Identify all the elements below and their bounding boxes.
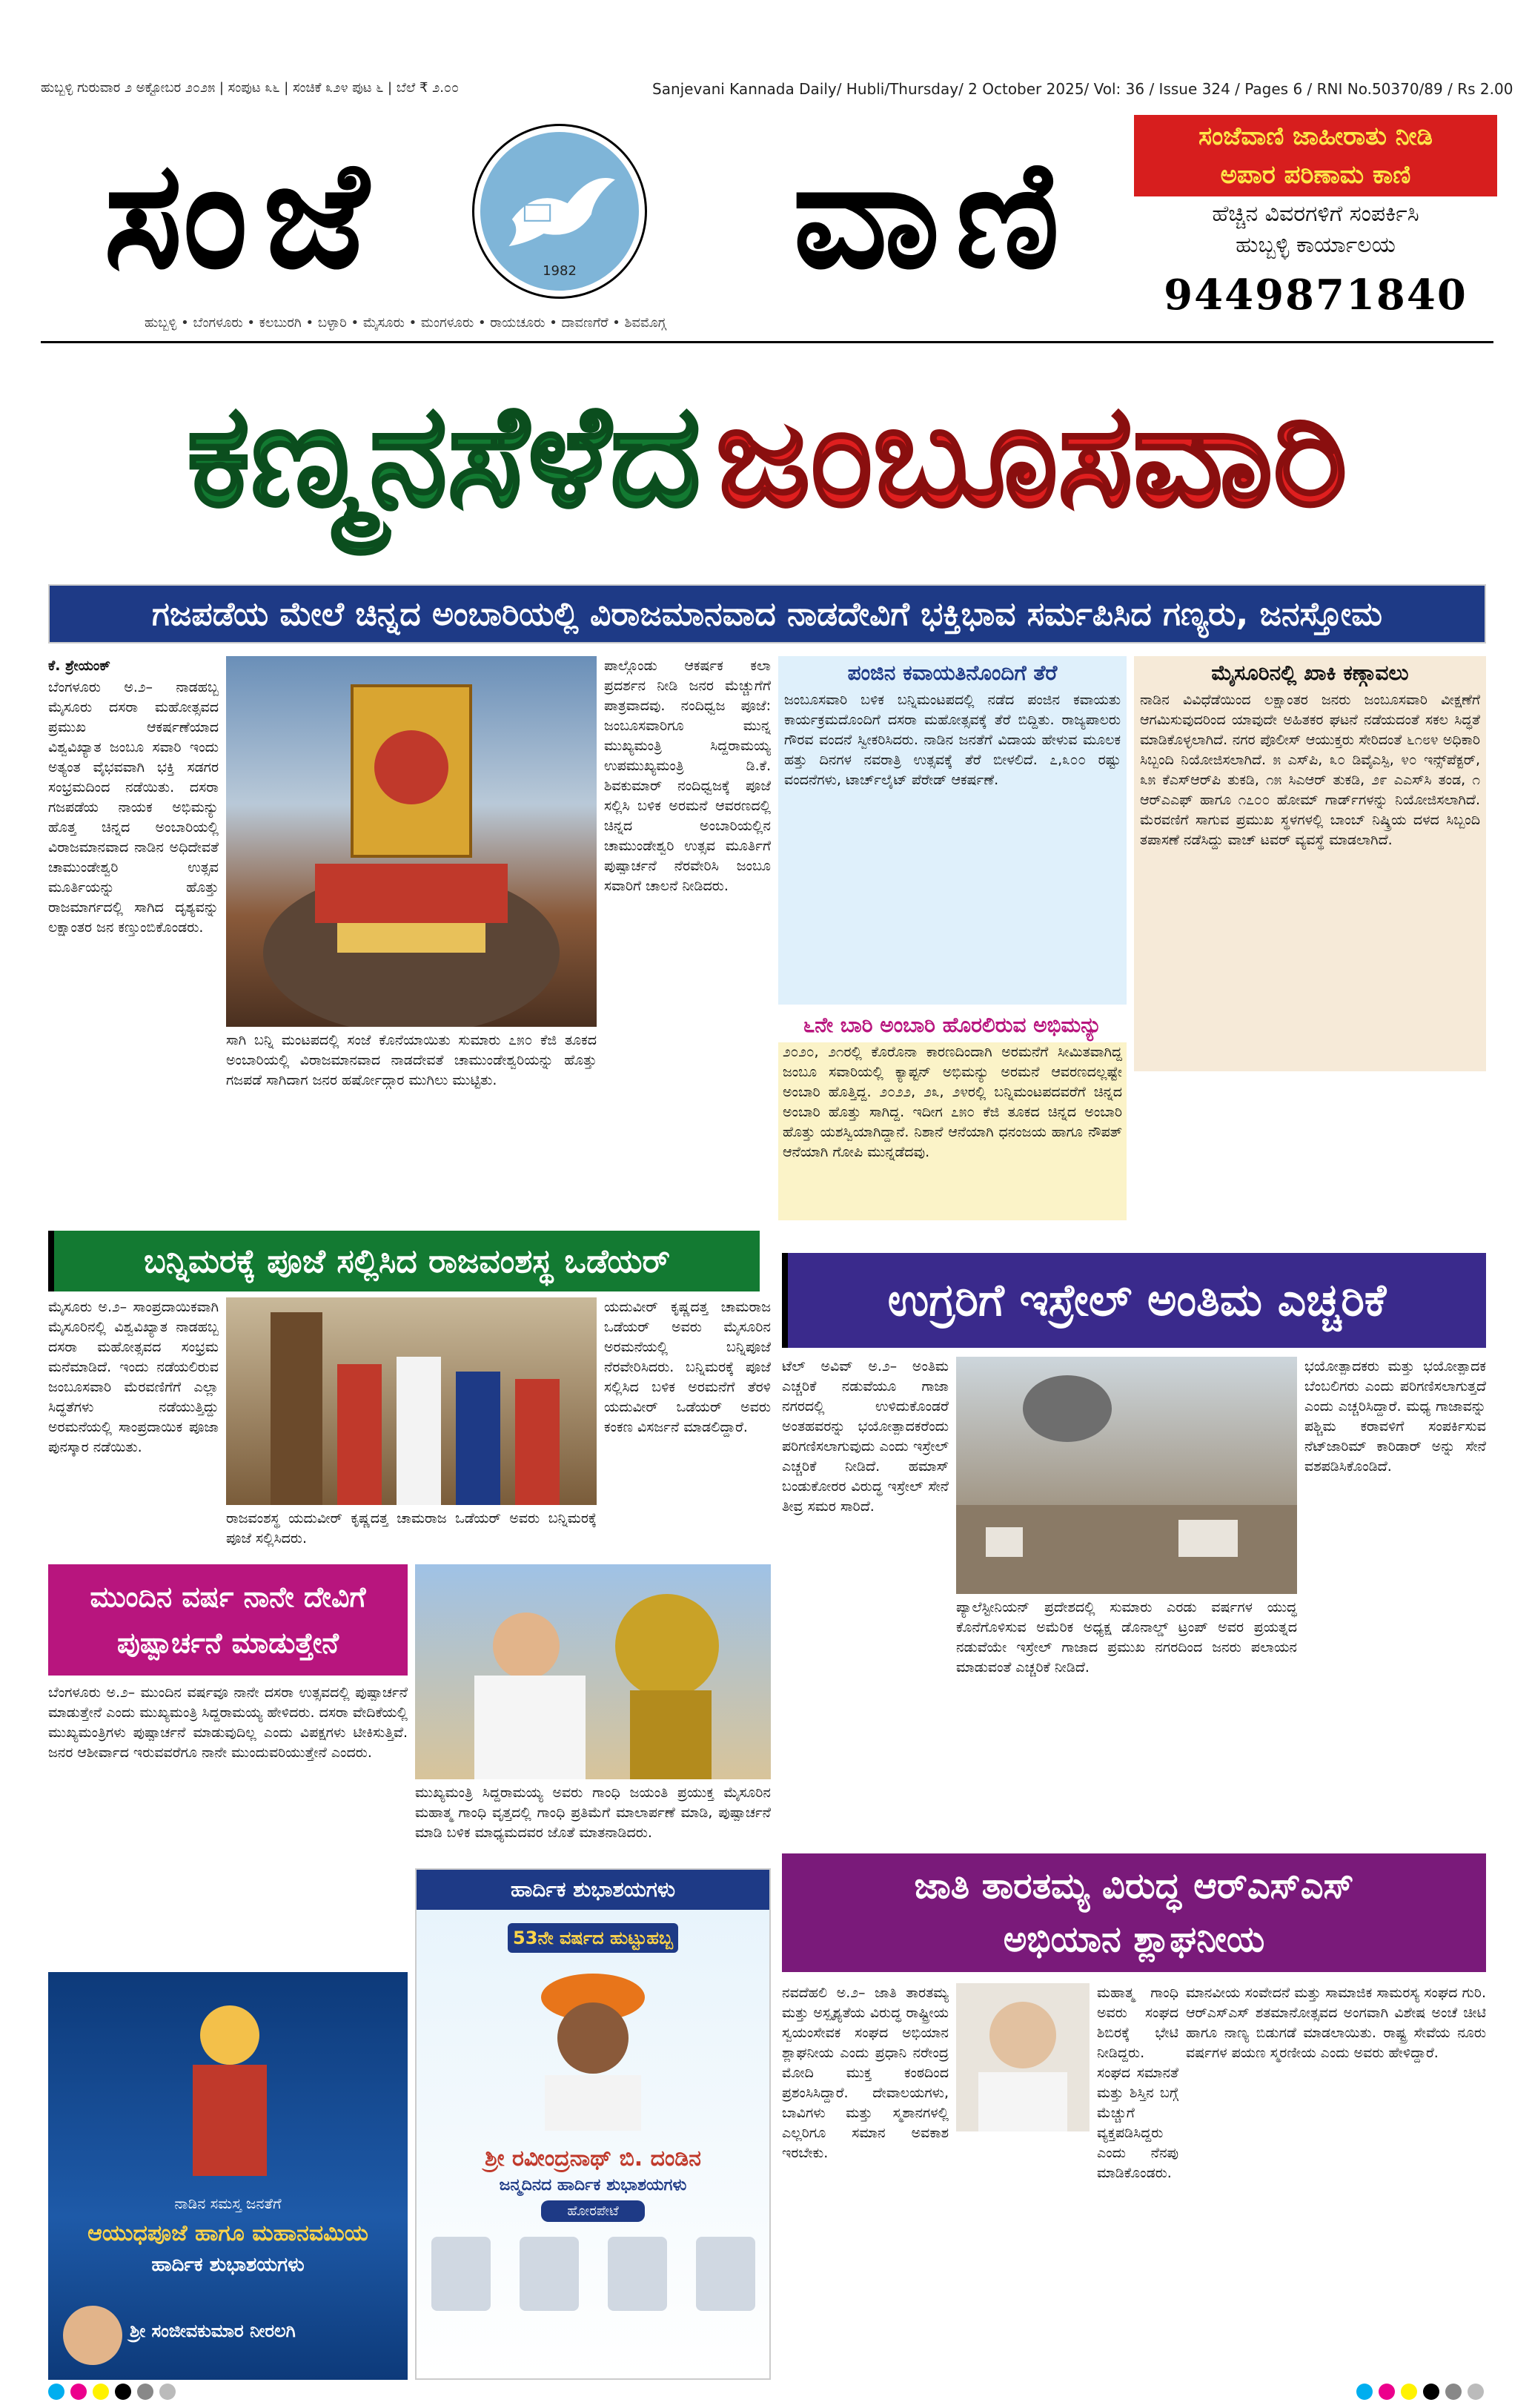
advert-banner [1134, 115, 1497, 196]
panjina-title: ಪಂಜಿನ ಕವಾಯತಿನೊಂದಿಗೆ ತೆರೆ [847, 661, 1058, 685]
birthday-name: ಶ್ರೀ ರವೀಂದ್ರನಾಥ್ ಬಿ. ದಂಡಿನ [485, 2146, 701, 2172]
ambari-caption: ಸಾಗಿ ಬನ್ನಿ ಮಂಟಪದಲ್ಲಿ ಸಂಜೆ ಕೊನೆಯಾಯಿತು ಸುಮಾರು ೭೫೦ ಕೆಜಿ ತೂಕದ ಅಂಬಾರಿಯಲ್ಲಿ ವಿರಾಜಮಾನವಾದ ನಾಡದೇವತೆ ಚಾಮುಂಡೇಶ್ವರಿಯನ್ನು ಹೊತ್ತು ಗಜಪಡೆ ಸಾಗಿದಾಗ ಜನರ ಹರ್ಷೋದ್ಗಾರ ಮುಗಿಲು ಮುಟ್ಟಿತು. [226, 1032, 597, 1088]
abhimanyu-title: ೬ನೇ ಬಾರಿ ಅಂಬಾರಿ ಹೊರಲಿರುವ ಅಭಿಮನ್ಯು [803, 1013, 1102, 1037]
birthday-ad [415, 1868, 771, 2380]
main-subhead: ಗಜಪಡೆಯ ಮೇಲೆ ಚಿನ್ನದ ಅಂಬಾರಿಯಲ್ಲಿ ವಿರಾಜಮಾನವಾದ ನಾಡದೇವಿಗೆ ಭಕ್ತಿಭಾವ ಸರ್ಮಪಿಸಿದ ಗಣ್ಯರು, ಜನಸ್ತೋಮ [48, 584, 1486, 644]
color-registration-left [48, 2384, 176, 2400]
sponsor-photo [63, 2306, 122, 2365]
supporter-photo [431, 2237, 491, 2311]
grey-dot [159, 2384, 176, 2400]
ambari-photo [226, 656, 597, 1027]
navaratri-ad [48, 1972, 408, 2380]
advert-sub1: ಹೆಚ್ಚಿನ ವಿವರಗಳಿಗೆ ಸಂಪರ್ಕಿಸಿ [1212, 201, 1419, 227]
rss-text2: ಮಹಾತ್ಮ ಗಾಂಧಿ ಅವರು ಸಂಘದ ಶಿಬಿರಕ್ಕೆ ಭೇಟಿ ನೀಡಿದ್ದರು. ಸಂಘದ ಸಮಾನತೆ ಮತ್ತು ಶಿಸ್ತಿನ ಬಗ್ಗೆ ಮೆಚ್ಚುಗೆ ವ್ಯಕ್ತಪಡಿಸಿದ್ದರು ಎಂದು ನೆನಪು ಮಾಡಿಕೊಂಡರು. [1097, 1985, 1178, 2181]
magenta-dot [1379, 2384, 1395, 2400]
rss-text3: ಮಾನವೀಯ ಸಂವೇದನೆ ಮತ್ತು ಸಾಮಾಜಿಕ ಸಾಮರಸ್ಯ ಸಂಘದ ಗುರಿ. ಆರ್‌ಎಸ್‌ಎಸ್ ಶತಮಾನೋತ್ಸವದ ಅಂಗವಾಗಿ ವಿಶೇಷ ಅಂಚೆ ಚೀಟಿ ಹಾಗೂ ನಾಣ್ಯ ಬಿಡುಗಡೆ ಮಾಡಲಾಯಿತು. ರಾಷ್ಟ್ರ ಸೇವೆಯ ನೂರು ವರ್ಷಗಳ ಪಯಣ ಸ್ಮರಣೀಯ ಎಂದು ಅವರು ಹೇಳಿದ್ದಾರೆ. [1186, 1985, 1486, 2061]
grey-dot [137, 2384, 153, 2400]
modi-photo [956, 1983, 1090, 2131]
byline: ಕೆ. ಶ್ರೇಯಂಕ್ [48, 658, 111, 674]
gaza-photo [956, 1357, 1297, 1594]
police-text: ನಾಡಿನ ವಿವಿಧೆಡೆಯಿಂದ ಲಕ್ಷಾಂತರ ಜನರು ಜಂಬೂಸವಾರಿ ವೀಕ್ಷಣೆಗೆ ಆಗಮಿಸುವುದರಿಂದ ಯಾವುದೇ ಅಹಿತಕರ ಘಟನೆ ನಡೆಯದಂತೆ ಸಕಲ ಸಿದ್ಧತೆ ಮಾಡಿಕೊಳ್ಳಲಾಗಿದೆ. ನಗರ ಪೊಲೀಸ್ ಆಯುಕ್ತರು ಸೇರಿದಂತೆ ೬೧೮೪ ಅಧಿಕಾರಿ ಸಿಬ್ಬಂದಿ ನಿಯೋಜಿಸಲಾಗಿದೆ. ೫ ಎಸ್‌ಪಿ, ೩೦ ಡಿವೈಎಸ್ಪಿ, ೪೦ ಇನ್ಸ್‌ಪೆಕ್ಟರ್, ೩೫ ಕೆಎಸ್‌ಆರ್‌ಪಿ ತುಕಡಿ, ೧೫ ಸಿಎಆರ್ ತುಕಡಿ, ೨೯ ಎಎಸ್‌ಸಿ ತಂಡ, ೧ ಆರ್‌ಎಎಫ್ ಹಾಗೂ ೧೭೦೦ ಹೋಮ್ ಗಾರ್ಡ್‌ಗಳನ್ನು ನಿಯೋಜಿಸಲಾಗಿದೆ. ಮೆರವಣಿಗೆ ಸಾಗುವ ಪ್ರಮುಖ ಸ್ಥಳಗಳಲ್ಲಿ ಬಾಂಬ್ ನಿಷ್ಕ್ರಿಯ ದಳದ ಸಿಬ್ಬಂದಿ ತಪಾಸಣೆ ನಡೆಸಿದ್ದು ವಾಚ್ ಟವರ್ ವ್ಯವಸ್ಥೆ ಮಾಡಲಾಗಿದೆ. [1140, 692, 1480, 848]
wadeyar-text1: ಮೈಸೂರು ಅ.೨– ಸಾಂಪ್ರದಾಯಿಕವಾಗಿ ಮೈಸೂರಿನಲ್ಲಿ ವಿಶ್ವವಿಖ್ಯಾತ ನಾಡಹಬ್ಬ ದಸರಾ ಮಹೋತ್ಸವದ ಸಂಭ್ರಮ ಮನೆಮಾಡಿದೆ. ಇಂದು ನಡೆಯಲಿರುವ ಜಂಬೂಸವಾರಿ ಮೆರವಣಿಗೆಗೆ ಎಲ್ಲಾ ಸಿದ್ಧತೆಗಳು ನಡೆಯುತ್ತಿದ್ದು ಅರಮನೆಯಲ್ಲಿ ಸಾಂಪ್ರದಾಯಿಕ ಪೂಜಾ ಪುನಸ್ಕಾರ ನಡೆಯಿತು. [48, 1299, 219, 1455]
wadeyar-headline: ಬನ್ನಿಮರಕ್ಕೆ ಪೂಜೆ ಸಲ್ಲಿಸಿದ ರಾಜವಂಶಸ್ಥ ಒಡೆಯರ್ [48, 1231, 760, 1291]
masthead-left: ಸಂಜೆ [104, 128, 384, 302]
israel-text2: ಭಯೋತ್ಪಾದಕರು ಮತ್ತು ಭಯೋತ್ಪಾದಕ ಬೆಂಬಲಿಗರು ಎಂದು ಪರಿಗಣಿಸಲಾಗುತ್ತದೆ ಎಂದು ಎಚ್ಚರಿಸಿದ್ದಾರೆ. ಮಧ್ಯ ಗಾಜಾವನ್ನು ಪಶ್ಚಿಮ ಕರಾವಳಿಗೆ ಸಂಪರ್ಕಿಸುವ ನೆಟ್‌ಜಾರಿಮ್ ಕಾರಿಡಾರ್ ಅನ್ನು ಸೇನೆ ವಶಪಡಿಸಿಕೊಂಡಿದೆ. [1304, 1358, 1486, 1475]
birthday-header: ಹಾರ್ದಿಕ ಶುಭಾಶಯಗಳು [417, 1870, 769, 1910]
birthday-place: ಹೋರಪೇಟೆ [541, 2200, 645, 2222]
abhimanyu-box [778, 1008, 1127, 1223]
main-story-text: ಬೆಂಗಳೂರು ಅ.೨– ನಾಡಹಬ್ಬ ಮೈಸೂರು ದಸರಾ ಮಹೋತ್ಸವದ ಪ್ರಮುಖ ಆಕರ್ಷಣೆಯಾದ ವಿಶ್ವವಿಖ್ಯಾತ ಜಂಬೂ ಸವಾರಿ ಇಂದು ಅತ್ಯಂತ ವೈಭವವಾಗಿ ಭಕ್ತಿ ಸಡಗರ ಸಂಭ್ರಮದಿಂದ ನಡೆಯಿತು. ದಸರಾ ಗಜಪಡೆಯ ನಾಯಕ ಅಭಿಮನ್ಯು ಹೊತ್ತ ಚಿನ್ನದ ಅಂಬಾರಿಯಲ್ಲಿ ವಿರಾಜಮಾನವಾದ ನಾಡಿನ ಅಧಿದೇವತೆ ಚಾಮುಂಡೇಶ್ವರಿ ಉತ್ಸವ ಮೂರ್ತಿಯನ್ನು ಹೊತ್ತು ರಾಜಮಾರ್ಗದಲ್ಲಿ ಸಾಗಿದ ದೃಶ್ಯವನ್ನು ಲಕ್ಷಾಂತರ ಜನ ಕಣ್ತುಂಬಿಕೊಂಡರು. [48, 679, 219, 936]
issue-info-kannada: ಹುಬ್ಬಳ್ಳಿ ಗುರುವಾರ ೨ ಅಕ್ಟೋಬರ ೨೦೨೫ | ಸಂಪುಟ ೩೬ | ಸಂಚಿಕೆ ೩೨೪ ಪುಟ ೬ | ಬೆಲೆ ₹ ೨.೦೦ [41, 80, 460, 96]
wadeyar-photo [226, 1297, 597, 1505]
panjina-box [778, 656, 1127, 1005]
main-story-col2: ಪಾಲ್ಗೊಂಡು ಆಕರ್ಷಕ ಕಲಾ ಪ್ರದರ್ಶನ ನೀಡಿ ಜನರ ಮೆಚ್ಚುಗೆಗೆ ಪಾತ್ರವಾದವು. ನಂದಿಧ್ವಜ ಪೂಜೆ: ಜಂಬೂಸವಾರಿಗೂ ಮುನ್ನ ಮುಖ್ಯಮಂತ್ರಿ ಸಿದ್ದರಾಮಯ್ಯ ಉಪಮುಖ್ಯಮಂತ್ರಿ ಡಿ.ಕೆ. ಶಿವಕುಮಾರ್ ನಂದಿಧ್ವಜಕ್ಕೆ ಪೂಜೆ ಸಲ್ಲಿಸಿ ಬಳಿಕ ಅರಮನೆ ಆವರಣದಲ್ಲಿ ಚಿನ್ನದ ಅಂಬಾರಿಯಲ್ಲಿನ ಚಾಮುಂಡೇಶ್ವರಿ ಉತ್ಸವ ಮೂರ್ತಿಗೆ ಪುಷ್ಪಾರ್ಚನೆ ನೆರವೇರಿಸಿ ಜಂಬೂ ಸವಾರಿಗೆ ಚಾಲನೆ ನೀಡಿದರು. [604, 658, 771, 894]
rss-title2: ಅಭಿಯಾನ ಶ್ಲಾಘನೀಯ [1003, 1919, 1265, 1960]
editions-list: ಹುಬ್ಬಳ್ಳಿ • ಬೆಂಗಳೂರು • ಕಲಬುರಗಿ • ಬಳ್ಳಾರಿ • ಮೈಸೂರು • ಮಂಗಳೂರು • ರಾಯಚೂರು • ದಾವಣಗೆರೆ • ಶಿವಮೊಗ್ಗ [145, 315, 666, 331]
yellow-dot [1401, 2384, 1417, 2400]
next-year-title1: ಮುಂದಿನ ವರ್ಷ ನಾನೇ ದೇವಿಗೆ [90, 1581, 366, 1613]
main-story-col1 [48, 656, 219, 1220]
israel-caption: ಪ್ಯಾಲೆಸ್ಟೀನಿಯನ್ ಪ್ರದೇಶದಲ್ಲಿ ಸುಮಾರು ಎರಡು ವರ್ಷಗಳ ಯುದ್ಧ ಕೊನೆಗೊಳಿಸುವ ಅಮೆರಿಕ ಅಧ್ಯಕ್ಷ ಡೊನಾಲ್ಡ್ ಟ್ರಂಪ್ ಅವರ ಪ್ರಯತ್ನದ ನಡುವೆಯೇ ಇಸ್ರೇಲ್ ಗಾಜಾದ ಪ್ರಮುಖ ನಗರದಿಂದ ಜನರು ಪಲಾಯನ ಮಾಡುವಂತೆ ಎಚ್ಚರಿಕೆ ನೀಡಿದೆ. [956, 1599, 1297, 1676]
gandhi-photo [415, 1564, 771, 1779]
israel-text1: ಟೆಲ್ ಅವಿವ್ ಅ.೨– ಅಂತಿಮ ಎಚ್ಚರಿಕೆ ನಡುವೆಯೂ ಗಾಜಾ ನಗರದಲ್ಲಿ ಉಳಿದುಕೊಂಡರೆ ಅಂತಹವರನ್ನು ಭಯೋತ್ಪಾದಕರೆಂದು ಪರಿಗಣಿಸಲಾಗುವುದು ಎಂದು ಇಸ್ರೇಲ್ ಎಚ್ಚರಿಕೆ ನೀಡಿದೆ. ಹಮಾಸ್ ಬಂಡುಕೋರರ ವಿರುದ್ಧ ಇಸ್ರೇಲ್ ಸೇನೆ ತೀವ್ರ ಸಮರ ಸಾರಿದೆ. [782, 1358, 949, 1515]
advert-sub2: ಹುಬ್ಬಳ್ಳಿ ಕಾರ್ಯಾಲಯ [1236, 232, 1396, 258]
black-dot [115, 2384, 131, 2400]
panjina-text: ಜಂಬೂಸವಾರಿ ಬಳಿಕ ಬನ್ನಿಮಂಟಪದಲ್ಲಿ ನಡೆದ ಪಂಜಿನ ಕವಾಯತು ಕಾರ್ಯಕ್ರಮದೊಂದಿಗೆ ದಸರಾ ಮಹೋತ್ಸವಕ್ಕೆ ತೆರೆ ಬಿದ್ದಿತು. ರಾಜ್ಯಪಾಲರು ಗೌರವ ವಂದನೆ ಸ್ವೀಕರಿಸಿದರು. ನಾಡಿನ ಜನತೆಗೆ ವಿದಾಯ ಹೇಳುವ ಮೂಲಕ ಹತ್ತು ದಿನಗಳ ನವರಾತ್ರಿ ಉತ್ಸವಕ್ಕೆ ತೆರೆ ಬೀಳಲಿದೆ. ೭,೩೦೦ ರಷ್ಟು ವಂದನೆಗಳು, ಟಾರ್ಚ್‌ಲೈಟ್ ಪೆರೇಡ್ ಆಕರ್ಷಣೆ. [784, 692, 1121, 788]
birthday-wish: ಜನ್ಮದಿನದ ಹಾರ್ದಿಕ ಶುಭಾಶಯಗಳು [499, 2176, 687, 2194]
navaratri-line3: ಹಾರ್ದಿಕ ಶುಭಾಶಯಗಳು [151, 2254, 305, 2276]
birthday-label: 53ನೇ ವರ್ಷದ ಹುಟ್ಟುಹಬ್ಬ [508, 1923, 678, 1953]
wadeyar-caption: ರಾಜವಂಶಸ್ಥ ಯದುವೀರ್ ಕೃಷ್ಣದತ್ತ ಚಾಮರಾಜ ಒಡೆಯರ್ ಅವರು ಬನ್ನಿಮರಕ್ಕೆ ಪೂಜೆ ಸಲ್ಲಿಸಿದರು. [226, 1510, 597, 1547]
supporter-photo [696, 2237, 755, 2311]
divider [41, 341, 1493, 343]
grey-dot [1468, 2384, 1484, 2400]
headline-red: ಜಂಬೂಸವಾರಿ [715, 374, 1347, 538]
next-year-headline [48, 1564, 408, 1676]
masthead-right: ವಾಣಿ [792, 128, 1075, 302]
navaratri-line2: ಆಯುಧಪೂಜೆ ಹಾಗೂ ಮಹಾನವಮಿಯ [87, 2220, 368, 2246]
issue-info-english: Sanjevani Kannada Daily/ Hubli/Thursday/ 2 October 2025/ Vol: 36 / Issue 324 / Pages 6 / RNI No.50370/89 / Rs 2.00 [652, 80, 1513, 98]
advert-line2: ಅಪಾರ ಪರಿಣಾಮ ಕಾಣಿ [1220, 160, 1411, 190]
goddess-image [167, 1994, 293, 2180]
navaratri-sponsor: ಶ್ರೀ ಸಂಜೀವಕುಮಾರ ನೀರಲಗಿ [130, 2321, 296, 2341]
rss-headline [782, 1853, 1486, 1972]
rss-text1: ನವದೆಹಲಿ ಅ.೨– ಜಾತಿ ತಾರತಮ್ಯ ಮತ್ತು ಅಸ್ಪೃಶ್ಯತೆಯ ವಿರುದ್ಧ ರಾಷ್ಟ್ರೀಯ ಸ್ವಯಂಸೇವಕ ಸಂಘದ ಅಭಿಯಾನ ಶ್ಲಾಘನೀಯ ಎಂದು ಪ್ರಧಾನಿ ನರೇಂದ್ರ ಮೋದಿ ಮುಕ್ತ ಕಂಠದಿಂದ ಪ್ರಶಂಸಿಸಿದ್ದಾರೆ. ದೇವಾಲಯಗಳು, ಬಾವಿಗಳು ಮತ್ತು ಸ್ಮಶಾನಗಳಲ್ಲಿ ಎಲ್ಲರಿಗೂ ಸಮಾನ ಅವಕಾಶ ಇರಬೇಕು. [782, 1985, 949, 2161]
advert-line1: ಸಂಜೆವಾಣಿ ಜಾಹೀರಾತು ನೀಡಿ [1198, 122, 1433, 151]
rss-title1: ಜಾತಿ ತಾರತಮ್ಯ ವಿರುದ್ಧ ಆರ್‌ಎಸ್‌ಎಸ್ [914, 1865, 1354, 1907]
cyan-dot [1356, 2384, 1373, 2400]
next-year-text: ಬೆಂಗಳೂರು ಅ.೨– ಮುಂದಿನ ವರ್ಷವೂ ನಾನೇ ದಸರಾ ಉತ್ಸವದಲ್ಲಿ ಪುಷ್ಪಾರ್ಚನೆ ಮಾಡುತ್ತೇನೆ ಎಂದು ಮುಖ್ಯಮಂತ್ರಿ ಸಿದ್ದರಾಮಯ್ಯ ಹೇಳಿದರು. ದಸರಾ ವೇದಿಕೆಯಲ್ಲಿ ಮುಖ್ಯಮಂತ್ರಿಗಳು ಪುಷ್ಪಾರ್ಚನೆ ಮಾಡುವುದಿಲ್ಲ ಎಂದು ವಿಪಕ್ಷಗಳು ಟೀಕಿಸುತ್ತಿವೆ. ಜನರ ಆಶೀರ್ವಾದ ಇರುವವರೆಗೂ ನಾನೇ ಮುಂದುವರಿಯುತ್ತೇನೆ ಎಂದರು. [48, 1684, 408, 1761]
supporter-photo [608, 2237, 667, 2311]
police-box [1134, 656, 1486, 1071]
magenta-dot [70, 2384, 87, 2400]
cyan-dot [48, 2384, 64, 2400]
supporters-row [417, 2237, 769, 2311]
police-title: ಮೈಸೂರಿನಲ್ಲಿ ಖಾಕಿ ಕಣ್ಗಾವಲು [1211, 661, 1409, 685]
wadeyar-text2: ಯದುವೀರ್ ಕೃಷ್ಣದತ್ತ ಚಾಮರಾಜ ಒಡೆಯರ್ ಅವರು ಮೈಸೂರಿನ ಅರಮನೆಯಲ್ಲಿ ಬನ್ನಿಪೂಜೆ ನೆರವೇರಿಸಿದರು. ಬನ್ನಿಮರಕ್ಕೆ ಪೂಜೆ ಸಲ್ಲಿಸಿದ ಬಳಿಕ ಅರಮನೆಗೆ ತೆರಳಿ ಯದುವೀರ್ ಒಡೆಯರ್ ಅವರು ಕಂಕಣ ವಿಸರ್ಜನೆ ಮಾಡಲಿದ್ದಾರೆ. [604, 1299, 771, 1435]
founded-year: 1982 [543, 263, 577, 279]
portrait-image [526, 1968, 660, 2131]
navaratri-line1: ನಾಡಿನ ಸಮಸ್ತ ಜನತೆಗೆ [174, 2194, 282, 2212]
advert-contact [1134, 199, 1497, 261]
gandhi-caption: ಮುಖ್ಯಮಂತ್ರಿ ಸಿದ್ದರಾಮಯ್ಯ ಅವರು ಗಾಂಧಿ ಜಯಂತಿ ಪ್ರಯುಕ್ತ ಮೈಸೂರಿನ ಮಹಾತ್ಮ ಗಾಂಧಿ ವೃತ್ತದಲ್ಲಿ ಗಾಂಧಿ ಪ್ರತಿಮೆಗೆ ಮಾಲಾರ್ಪಣೆ ಮಾಡಿ, ಪುಷ್ಪಾರ್ಚನೆ ಮಾಡಿ ಬಳಿಕ ಮಾಧ್ಯಮದವರ ಜೊತೆ ಮಾತನಾಡಿದರು. [415, 1784, 771, 1841]
advert-phone: 9449871840 [1164, 271, 1468, 320]
abhimanyu-text: ೨೦೨೦, ೨೧ರಲ್ಲಿ ಕೊರೊನಾ ಕಾರಣದಿಂದಾಗಿ ಅರಮನೆಗೆ ಸೀಮಿತವಾಗಿದ್ದ ಜಂಬೂ ಸವಾರಿಯಲ್ಲಿ ಕ್ಯಾಪ್ಟನ್ ಅಭಿಮನ್ಯು ಅರಮನೆ ಆವರಣದಲ್ಲಷ್ಟೇ ಅಂಬಾರಿ ಹೊತ್ತಿದ್ದ. ೨೦೨೨, ೨೩, ೨೪ರಲ್ಲಿ ಬನ್ನಿಮಂಟಪದವರೆಗೆ ಚಿನ್ನದ ಅಂಬಾರಿ ಹೊತ್ತು ಸಾಗಿದ್ದ. ಇದೀಗ ೭೫೦ ಕೆಜಿ ತೂಕದ ಚಿನ್ನದ ಅಂಬಾರಿ ಹೊತ್ತು ಯಶಸ್ವಿಯಾಗಿದ್ದಾನೆ. ನಿಶಾನೆ ಆನೆಯಾಗಿ ಧನಂಜಯ ಹಾಗೂ ನೌಪತ್ ಆನೆಯಾಗಿ ಗೋಪಿ ಮುನ್ನಡೆದವು. [778, 1042, 1127, 1220]
yellow-dot [93, 2384, 109, 2400]
black-dot [1423, 2384, 1439, 2400]
supporter-photo [520, 2237, 579, 2311]
main-headline [41, 348, 1493, 563]
israel-headline: ಉಗ್ರರಿಗೆ ಇಸ್ರೇಲ್ ಅಂತಿಮ ಎಚ್ಚರಿಕೆ [782, 1253, 1486, 1348]
grey-dot [1445, 2384, 1462, 2400]
headline-green: ಕಣ್ಮನಸೆಳೆದ [187, 374, 701, 538]
color-registration-right [1356, 2384, 1484, 2400]
next-year-title2: ಪುಷ್ಪಾರ್ಚನೆ ಮಾಡುತ್ತೇನೆ [117, 1627, 339, 1659]
